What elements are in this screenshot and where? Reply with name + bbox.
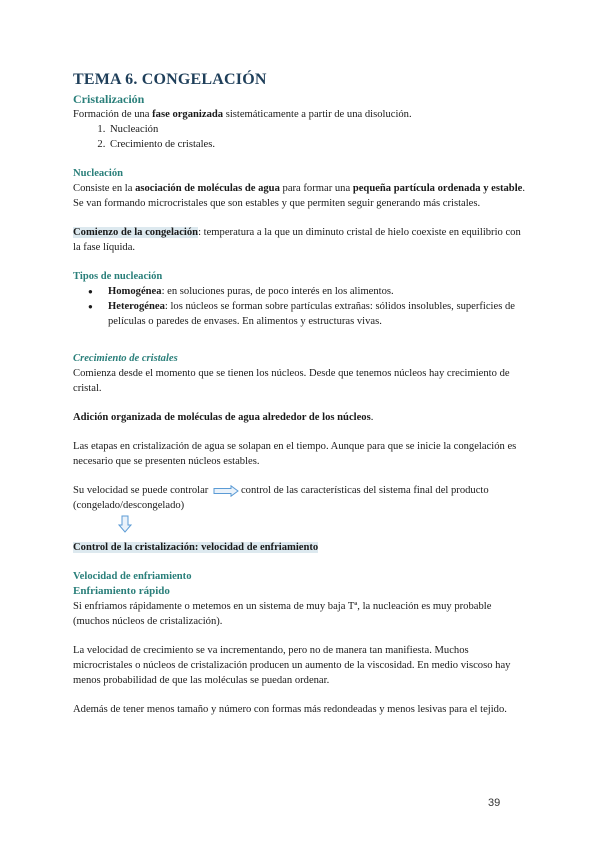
control-highlight: Control de la cristalización: velocidad de enfriamiento xyxy=(73,542,319,553)
paragraph-nucleacion: Consiste en la asociación de moléculas de agua para formar una pequeña partícula ordenada y estable. Se van formando microcristales que son estables y que permiten seguir generando más cristales. xyxy=(73,183,525,209)
page-title: TEMA 6. CONGELACIÓN xyxy=(73,71,267,88)
subheading-tipos-nucleacion: Tipos de nucleación xyxy=(73,271,163,282)
subheading-enfriamiento-rapido: Enfriamiento rápido xyxy=(73,585,170,597)
paragraph-enfriamiento-2: La velocidad de crecimiento se va incrementando, pero no de manera tan manifiesta. Muchos microcristales o núcleos de cristalización producen un aumento de la viscosidad. En medio viscoso hay menos probabilidad de que las moléculas se puedan ordenar. xyxy=(73,645,511,686)
paragraph-adicion: Adición organizada de moléculas de agua alrededor de los núcleos. xyxy=(73,412,374,423)
paragraph-crecimiento: Comienza desde el momento que se tienen los núcleos. Desde que tenemos núcleos hay crecimiento de cristal. xyxy=(73,368,510,394)
arrow-right-icon xyxy=(213,485,239,497)
list-item: ● Homogénea: en soluciones puras, de poco interés en los alimentos. xyxy=(73,284,528,299)
section-heading-nucleacion: Nucleación xyxy=(73,168,124,179)
paragraph-etapas: Las etapas en cristalización de agua se solapan en el tiempo. Aunque para que se inicie la congelación es necesario que se presenten núcleos estables. xyxy=(73,441,517,467)
paragraph-enfriamiento-3: Además de tener menos tamaño y número con formas más redondeadas y menos lesivas para el tejido. xyxy=(73,704,507,715)
list-item: ● Heterogénea: los núcleos se forman sobre partículas extrañas: sólidos insolubles, superficies de películas o paredes de envases. En alimentos y estructuras vivas. xyxy=(73,299,528,329)
section-heading-velocidad: Velocidad de enfriamiento xyxy=(73,571,192,582)
section-heading-crecimiento: Crecimiento de cristales xyxy=(73,353,178,364)
arrow-down-icon xyxy=(118,515,132,533)
tipos-list xyxy=(73,284,528,329)
paragraph-velocidad-control: Su velocidad se puede controlar control de las características del sistema final del producto (congelado/descongelado) xyxy=(73,485,489,511)
paragraph-cristalizacion-intro: Formación de una fase organizada sistemáticamente a partir de una disolución. xyxy=(73,109,412,120)
paragraph-comienzo: Comienzo de la congelación: temperatura a la que un diminuto cristal de hielo coexiste en equilibrio con la fase líquida. xyxy=(73,227,521,253)
list-item: 1. Nucleación xyxy=(108,122,528,137)
paragraph-enfriamiento-1: Si enfriamos rápidamente o metemos en un sistema de muy baja Tª, la nucleación es muy probable (muchos núcleos de cristalización). xyxy=(73,601,492,627)
page-number: 39 xyxy=(488,797,501,809)
document-page xyxy=(73,70,528,717)
steps-list xyxy=(73,122,528,152)
section-heading-cristalizacion: Cristalización xyxy=(73,92,145,106)
list-item: 2. Crecimiento de cristales. xyxy=(108,137,528,152)
